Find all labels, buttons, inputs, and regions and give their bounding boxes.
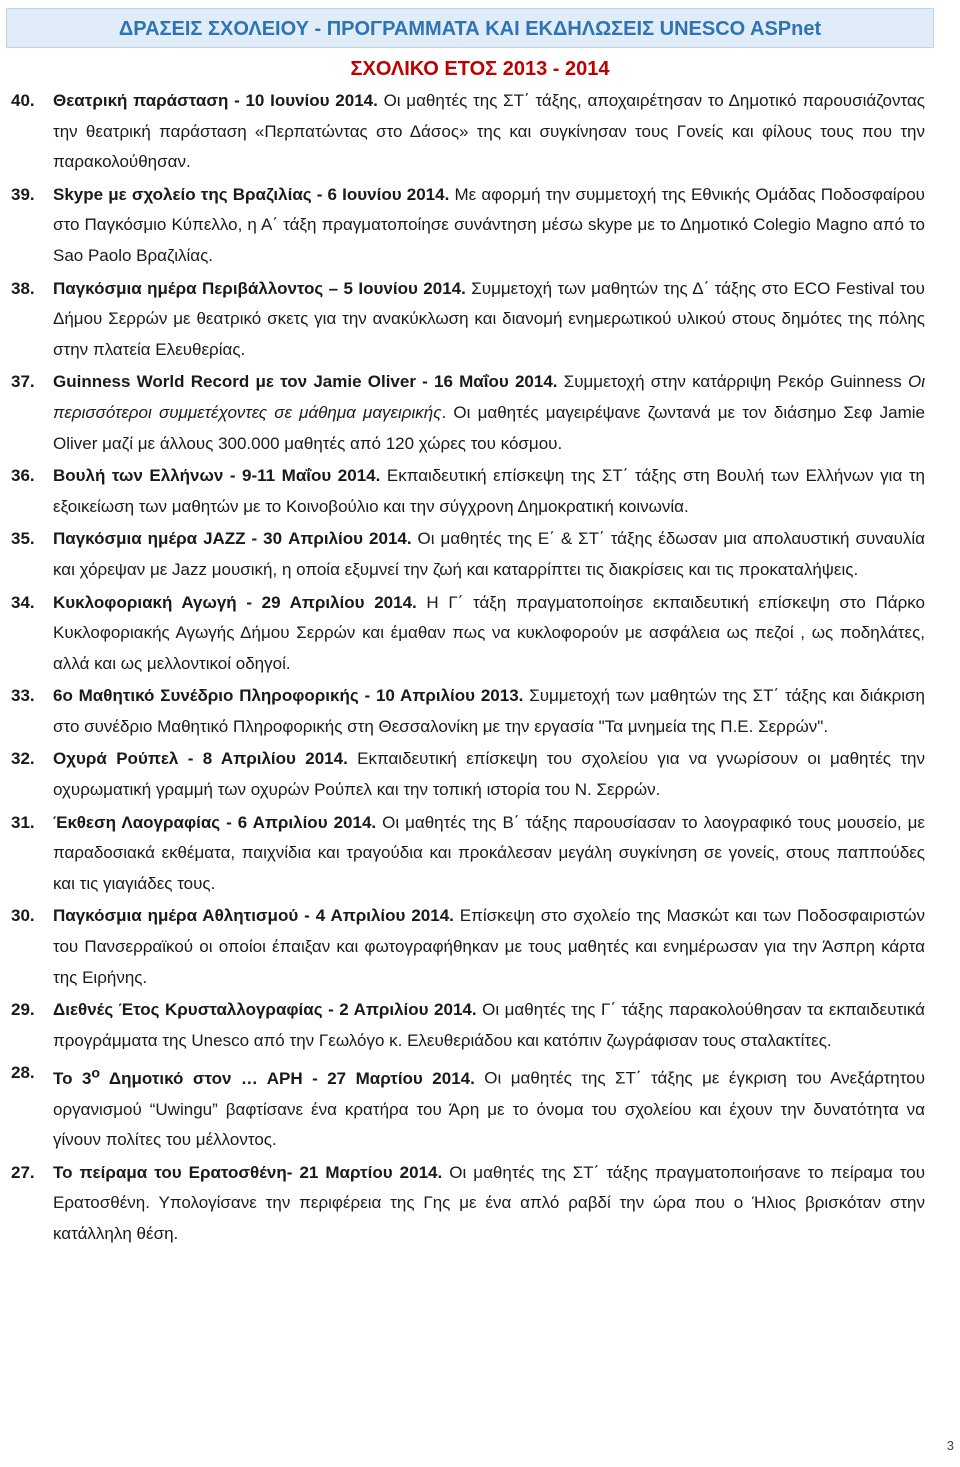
entry-heading [53, 1065, 475, 1089]
entry-heading: Βουλή των Ελλήνων - 9-11 Μαΐου 2014. [53, 466, 381, 486]
entry-number: 33. [11, 686, 35, 706]
list-item [0, 180, 960, 272]
entry-number: 27. [11, 1162, 35, 1182]
entry-heading: Θεατρική παράσταση - 10 Ιουνίου 2014. [53, 91, 378, 110]
entry-body [53, 274, 925, 366]
entry-body [53, 180, 925, 272]
entry-body [53, 1158, 925, 1250]
entry-text: Με αφορμή την συμμετοχή της Εθνικής Ομάδας Ποδοσφαίρου στο Παγκόσμιο Κύπελλο, η Α΄ τάξη πραγματοποίησε συνάντηση μέσω skype με το Δημοτικό Colegio Magno από το Sao Paolo Βραζιλίας. [53, 184, 925, 265]
ordinal-superscript: ο [91, 1065, 101, 1082]
entry-heading: 6ο Μαθητικό Συνέδριο Πληροφορικής - 10 Απριλίου 2013. [53, 686, 524, 706]
entry-number: 40. [11, 91, 35, 110]
entry-text: Εκπαιδευτική επίσκεψη του σχολείου για να γνωρίσουν οι μαθητές την οχυρωματική γραμμή των οχυρών Ρούπελ και την τοπική ιστορία του Ν. Σερρών. [53, 749, 925, 800]
entry-body [53, 367, 925, 459]
entry-text: Συμμετοχή των μαθητών της Δ΄ τάξης στο ECO Festival του Δήμου Σερρών με θεατρικό σκετς για την ανακύκλωση και διανομή ενημερωτικού υλικού στους δημότες της πόλης στην πλατεία Ελευθερίας. [53, 278, 925, 359]
list-item [0, 681, 960, 742]
entry-body [53, 86, 925, 178]
entry-number: 28. [11, 1063, 35, 1083]
entry-number: 31. [11, 812, 35, 832]
entry-text: Εκπαιδευτική επίσκεψη της ΣΤ΄ τάξης στη Βουλή των Ελλήνων για τη εξοικείωση των μαθητών με το Κοινοβούλιο και την σύγχρονη Δημοκρατική κοινωνία. [53, 466, 925, 516]
entry-heading: Παγκόσμια ημέρα Αθλητισμού - 4 Απριλίου 2014. [53, 906, 454, 926]
entry-heading: Κυκλοφοριακή Αγωγή - 29 Απριλίου 2014. [53, 592, 417, 612]
entry-number: 34. [11, 592, 35, 612]
entry-number: 29. [11, 1000, 35, 1020]
list-item [0, 1158, 960, 1250]
list-item [0, 461, 960, 522]
entry-body [53, 744, 925, 805]
list-item [0, 524, 960, 585]
entry-text-tail: . Οι μαθητές μαγειρέψανε ζωντανά με τον διάσημο Σεφ Jamie Oliver μαζί με άλλους 300.000 μαθητές από 120 χώρες του κόσμου. [53, 402, 925, 453]
list-item [0, 367, 960, 459]
entry-number: 38. [11, 278, 35, 298]
entry-body [53, 901, 925, 993]
school-year: ΣΧΟΛΙΚΟ ΕΤΟΣ 2013 - 2014 [350, 58, 610, 80]
list-item [0, 995, 960, 1056]
entry-heading: Το πείραμα του Ερατοσθένη- 21 Μαρτίου 2014. [53, 1162, 443, 1182]
list-item [0, 1058, 960, 1155]
list-item [0, 86, 960, 178]
entry-text: Οι μαθητές της Γ΄ τάξης παρακολούθησαν τα εκπαιδευτικά προγράμματα της Unesco από την Γεωλόγο κ. Ελευθεριάδου και κατόπιν ζωγράφισαν τους σταλακτίτες. [53, 1000, 925, 1050]
entry-number: 35. [11, 529, 35, 549]
entry-heading: Διεθνές Έτος Κρυσταλλογραφίας - 2 Απριλίου 2014. [53, 1000, 477, 1020]
entry-heading: Παγκόσμια ημέρα JAZZ - 30 Απριλίου 2014. [53, 529, 412, 549]
list-item [0, 588, 960, 680]
entry-text: Οι μαθητές της Ε΄ & ΣΤ΄ τάξης έδωσαν μια απολαυστική συναυλία και χόρεψαν με Jazz μουσική, η οποία εξυμνεί την ζωή και καταρρίπτει τις διακρίσεις και τις προκαταλήψεις. [53, 529, 925, 579]
entry-heading: Οχυρά Ρούπελ - 8 Απριλίου 2014. [53, 749, 348, 769]
header-title: ΔΡΑΣΕΙΣ ΣΧΟΛΕΙΟΥ - ΠΡΟΓΡΑΜΜΑΤΑ ΚΑΙ ΕΚΔΗΛΩΣΕΙΣ UNESCO ASPnet [118, 18, 822, 40]
entry-number: 36. [11, 466, 35, 486]
page-header [6, 8, 934, 48]
entry-body [53, 524, 925, 585]
entry-text: Συμμετοχή των μαθητών της ΣΤ΄ τάξης και διάκριση στο συνέδριο Μαθητικό Πληροφορικής στη Θεσσαλονίκη με την εργασία "Τα μνημεία της Π.Ε. Σερρών". [53, 686, 925, 736]
entry-body [53, 995, 925, 1056]
entry-text: Οι μαθητές της ΣΤ΄ τάξης, αποχαιρέτησαν το Δημοτικό παρουσιάζοντας την θεατρική παράσταση «Περπατώντας στο Δάσος» της και συγκίνησαν τους Γονείς και φίλους τους που την παρακολούθησαν. [53, 91, 925, 172]
entry-number: 30. [11, 906, 35, 926]
entry-body [53, 808, 925, 900]
activity-list [0, 86, 960, 1252]
entry-text: Συμμετοχή στην κατάρριψη Ρεκόρ Guinness [557, 372, 908, 392]
entry-body [53, 681, 925, 742]
entry-heading: Παγκόσμια ημέρα Περιβάλλοντος – 5 Ιουνίου 2014. [53, 278, 466, 298]
entry-number: 32. [11, 749, 35, 769]
list-item [0, 274, 960, 366]
entry-number: 37. [11, 372, 35, 392]
list-item [0, 808, 960, 900]
entry-heading: Guinness World Record με τον Jamie Oliver - 16 Μαΐου 2014. [53, 372, 558, 392]
entry-text: Οι μαθητές της ΣΤ΄ τάξης πραγματοποιήσανε το πείραμα του Ερατοσθένη. Υπολογίσανε την περιφέρεια της Γης με ένα απλό ραβδί την ώρα που ο Ήλιος βρισκόταν στην κατάλληλη θέση. [53, 1162, 925, 1244]
entry-body [53, 1058, 925, 1155]
entry-number: 39. [11, 184, 35, 204]
page-number: 3 [946, 1438, 954, 1453]
entry-text: Οι μαθητές της Β΄ τάξης παρουσίασαν το λαογραφικό τους μουσείο, με παραδοσιακά εκθέματα, παιχνίδια και τραγούδια και προκάλεσαν μεγάλη συγκίνηση σε γονείς, στους παππούδες και τις γιαγιάδες τους. [53, 812, 925, 893]
entry-body [53, 461, 925, 522]
entry-text: Οι μαθητές της ΣΤ΄ τάξης με έγκριση του Ανεξάρτητου οργανισμού “Uwingu” βαφτίσανε ένα κρατήρα του Άρη με το όνομα του σχολείου και έχουν την δυνατότητα να γίνουν πολίτες του μέλλοντος. [53, 1069, 925, 1150]
entry-text: Η Γ΄ τάξη πραγματοποίησε εκπαιδευτική επίσκεψη στο Πάρκο Κυκλοφοριακής Αγωγής Δήμου Σερρών και έμαθαν πως να κυκλοφορούν με ασφάλεια ως πεζοί , ως ποδηλάτες, αλλά και ως μελλοντικοί οδηγοί. [53, 592, 925, 673]
entry-heading-end: Δημοτικό στον … ΑΡΗ - 27 Μαρτίου 2014. [100, 1069, 475, 1089]
entry-heading-start: Το 3 [53, 1069, 92, 1089]
entry-text: Επίσκεψη στο σχολείο της Μασκώτ και των Ποδοσφαιριστών του Πανσερραϊκού οι οποίοι έπαιξαν και φωτογραφήθηκαν με τους μαθητές και ενημέρωσαν για την Άσπρη κάρτα της Ειρήνης. [53, 906, 925, 987]
entry-heading: Skype με σχολείο της Βραζιλίας - 6 Ιουνίου 2014. [53, 184, 450, 204]
entry-heading: Έκθεση Λαογραφίας - 6 Απριλίου 2014. [53, 812, 377, 832]
entry-emphasis: Οι περισσότεροι συμμετέχοντες σε μάθημα μαγειρικής [53, 372, 925, 422]
list-item [0, 901, 960, 993]
list-item [0, 744, 960, 805]
entry-body [53, 588, 925, 680]
